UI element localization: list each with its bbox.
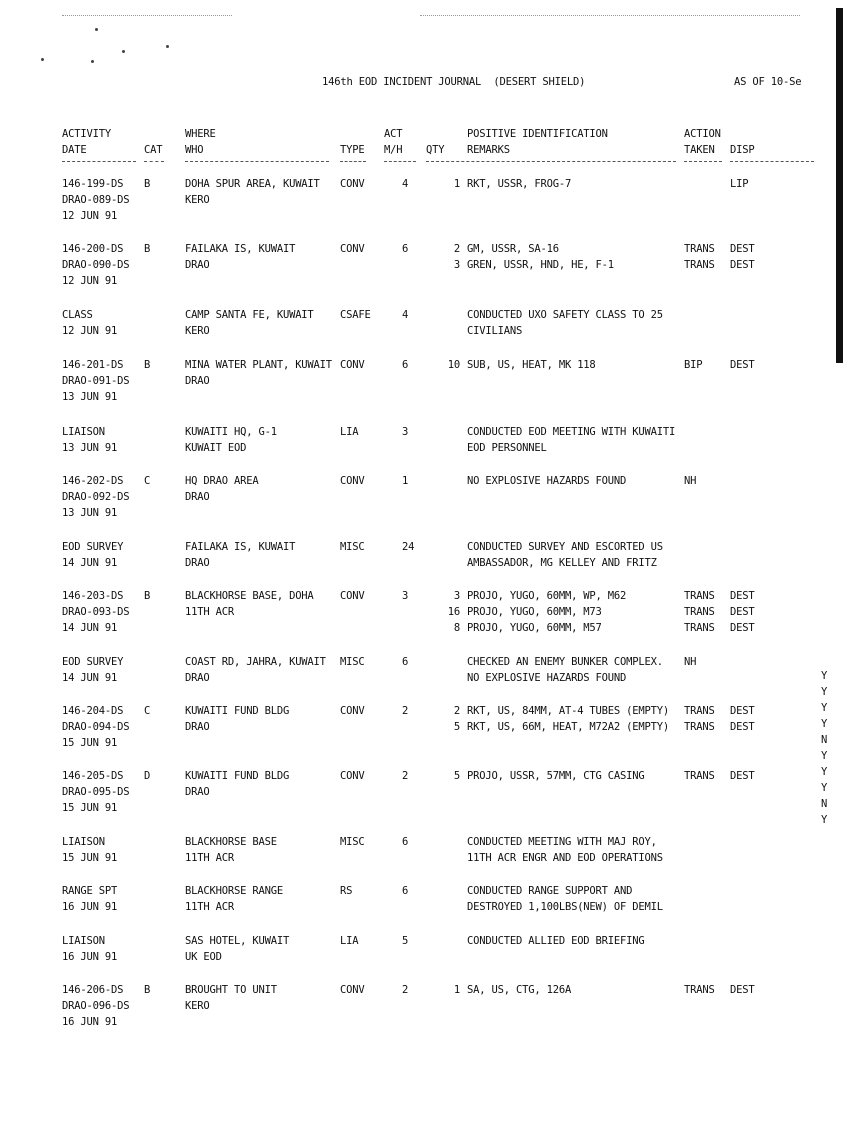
who-unit: DRAO <box>185 491 210 503</box>
activity-id: 146-200-DS <box>62 243 124 255</box>
header-rule <box>684 161 722 162</box>
who-unit: DRAO <box>185 259 210 271</box>
man-hours: 4 <box>402 178 409 190</box>
activity-line: 12 JUN 91 <box>62 325 118 337</box>
header-rule <box>62 161 136 162</box>
col-act-header: ACT <box>384 128 403 140</box>
col-mh-header: M/H <box>384 144 403 156</box>
where-location: CAMP SANTA FE, KUWAIT <box>185 309 314 321</box>
activity-id: CLASS <box>62 309 93 321</box>
col-taken-header: TAKEN <box>684 144 715 156</box>
activity-line: 16 JUN 91 <box>62 901 118 913</box>
header-rule <box>185 161 329 162</box>
action-taken: NH <box>684 656 697 668</box>
header-rule <box>730 161 814 162</box>
remark: GREN, USSR, HND, HE, F-1 <box>467 259 614 271</box>
remark: CONDUCTED MEETING WITH MAJ ROY, <box>467 836 657 848</box>
activity-line: 16 JUN 91 <box>62 951 118 963</box>
margin-mark: N <box>821 798 828 810</box>
remark: GM, USSR, SA-16 <box>467 243 559 255</box>
category: B <box>144 243 151 255</box>
activity-id: RANGE SPT <box>62 885 118 897</box>
activity-line: 16 JUN 91 <box>62 1016 118 1028</box>
man-hours: 6 <box>402 243 409 255</box>
remark: CONDUCTED SURVEY AND ESCORTED US <box>467 541 663 553</box>
man-hours: 2 <box>402 984 409 996</box>
quantity: 16 <box>447 606 460 618</box>
action-taken: TRANS <box>684 770 715 782</box>
incident-type: LIA <box>340 935 359 947</box>
remark: PROJO, USSR, 57MM, CTG CASING <box>467 770 645 782</box>
man-hours: 6 <box>402 359 409 371</box>
who-unit: KUWAIT EOD <box>185 442 247 454</box>
activity-id: 146-199-DS <box>62 178 124 190</box>
action-taken: BIP <box>684 359 703 371</box>
who-unit: DRAO <box>185 786 210 798</box>
activity-line: 13 JUN 91 <box>62 507 118 519</box>
quantity: 2 <box>453 243 460 255</box>
where-location: KUWAITI HQ, G-1 <box>185 426 277 438</box>
activity-id: 146-205-DS <box>62 770 124 782</box>
man-hours: 2 <box>402 705 409 717</box>
activity-line: DRAO-089-DS <box>62 194 130 206</box>
disposition: DEST <box>730 770 755 782</box>
action-taken: TRANS <box>684 606 715 618</box>
quantity: 1 <box>453 984 460 996</box>
who-unit: 11TH ACR <box>185 901 234 913</box>
activity-line: DRAO-094-DS <box>62 721 130 733</box>
disposition: DEST <box>730 606 755 618</box>
activity-id: LIAISON <box>62 935 105 947</box>
scan-noise-line <box>62 15 232 16</box>
header-rule <box>384 161 416 162</box>
scan-speck <box>95 28 98 31</box>
remark: EOD PERSONNEL <box>467 442 547 454</box>
col-action-header: ACTION <box>684 128 721 140</box>
who-unit: DRAO <box>185 557 210 569</box>
disposition: DEST <box>730 590 755 602</box>
where-location: FAILAKA IS, KUWAIT <box>185 243 296 255</box>
incident-type: RS <box>340 885 353 897</box>
where-location: MINA WATER PLANT, KUWAIT <box>185 359 332 371</box>
where-location: HQ DRAO AREA <box>185 475 259 487</box>
category: B <box>144 984 151 996</box>
disposition: DEST <box>730 243 755 255</box>
where-location: BLACKHORSE BASE <box>185 836 277 848</box>
category: D <box>144 770 151 782</box>
category: B <box>144 178 151 190</box>
journal-title: 146th EOD INCIDENT JOURNAL (DESERT SHIELD) <box>322 76 586 88</box>
man-hours: 5 <box>402 935 409 947</box>
incident-type: CONV <box>340 475 365 487</box>
remark: PROJO, YUGO, 60MM, M57 <box>467 622 602 634</box>
man-hours: 3 <box>402 590 409 602</box>
action-taken: TRANS <box>684 705 715 717</box>
who-unit: KERO <box>185 194 210 206</box>
where-location: DOHA SPUR AREA, KUWAIT <box>185 178 320 190</box>
disposition: DEST <box>730 622 755 634</box>
remark: CONDUCTED UXO SAFETY CLASS TO 25 <box>467 309 663 321</box>
man-hours: 24 <box>402 541 415 553</box>
col-disp-header: DISP <box>730 144 755 156</box>
quantity: 10 <box>447 359 460 371</box>
quantity: 3 <box>453 590 460 602</box>
activity-id: 146-201-DS <box>62 359 124 371</box>
activity-line: DRAO-092-DS <box>62 491 130 503</box>
action-taken: TRANS <box>684 721 715 733</box>
col-type-header: TYPE <box>340 144 365 156</box>
col-who-header: WHO <box>185 144 204 156</box>
where-location: KUWAITI FUND BLDG <box>185 705 290 717</box>
category: B <box>144 359 151 371</box>
scan-speck <box>91 60 94 63</box>
remark: NO EXPLOSIVE HAZARDS FOUND <box>467 672 627 684</box>
remark: DESTROYED 1,100LBS(NEW) OF DEMIL <box>467 901 663 913</box>
incident-type: CONV <box>340 770 365 782</box>
where-location: FAILAKA IS, KUWAIT <box>185 541 296 553</box>
activity-line: DRAO-091-DS <box>62 375 130 387</box>
activity-id: 146-204-DS <box>62 705 124 717</box>
incident-type: CONV <box>340 359 365 371</box>
col-cat-header: CAT <box>144 144 163 156</box>
col-remarks-header: REMARKS <box>467 144 510 156</box>
incident-type: MISC <box>340 541 365 553</box>
remark: SA, US, CTG, 126A <box>467 984 572 996</box>
who-unit: DRAO <box>185 672 210 684</box>
activity-id: 146-202-DS <box>62 475 124 487</box>
col-where-header: WHERE <box>185 128 216 140</box>
margin-mark: Y <box>821 766 828 778</box>
remark: CIVILIANS <box>467 325 523 337</box>
where-location: SAS HOTEL, KUWAIT <box>185 935 290 947</box>
col-positive-id-header: POSITIVE IDENTIFICATION <box>467 128 608 140</box>
where-location: BROUGHT TO UNIT <box>185 984 277 996</box>
scan-speck <box>122 50 125 53</box>
activity-line: DRAO-090-DS <box>62 259 130 271</box>
activity-line: 12 JUN 91 <box>62 210 118 222</box>
who-unit: KERO <box>185 1000 210 1012</box>
incident-type: CONV <box>340 705 365 717</box>
remark: SUB, US, HEAT, MK 118 <box>467 359 596 371</box>
activity-line: 13 JUN 91 <box>62 442 118 454</box>
quantity: 5 <box>453 721 460 733</box>
quantity: 3 <box>453 259 460 271</box>
col-activity-header: ACTIVITY <box>62 128 111 140</box>
activity-line: 15 JUN 91 <box>62 737 118 749</box>
remark: CONDUCTED ALLIED EOD BRIEFING <box>467 935 645 947</box>
activity-line: DRAO-093-DS <box>62 606 130 618</box>
margin-mark: Y <box>821 782 828 794</box>
remark: 11TH ACR ENGR AND EOD OPERATIONS <box>467 852 663 864</box>
man-hours: 6 <box>402 836 409 848</box>
where-location: KUWAITI FUND BLDG <box>185 770 290 782</box>
remark: AMBASSADOR, MG KELLEY AND FRITZ <box>467 557 657 569</box>
who-unit: 11TH ACR <box>185 852 234 864</box>
activity-line: 15 JUN 91 <box>62 852 118 864</box>
man-hours: 3 <box>402 426 409 438</box>
activity-id: EOD SURVEY <box>62 656 124 668</box>
activity-line: DRAO-096-DS <box>62 1000 130 1012</box>
incident-type: CONV <box>340 243 365 255</box>
activity-line: 13 JUN 91 <box>62 391 118 403</box>
header-rule <box>340 161 366 162</box>
margin-mark: Y <box>821 718 828 730</box>
man-hours: 2 <box>402 770 409 782</box>
as-of-date: AS OF 10-Se <box>734 76 802 88</box>
quantity: 5 <box>453 770 460 782</box>
disposition: DEST <box>730 259 755 271</box>
remark: RKT, US, 84MM, AT-4 TUBES (EMPTY) <box>467 705 670 717</box>
category: C <box>144 475 151 487</box>
incident-type: MISC <box>340 836 365 848</box>
activity-line: 14 JUN 91 <box>62 672 118 684</box>
scan-edge-bar <box>836 8 843 363</box>
margin-mark: Y <box>821 702 828 714</box>
incident-type: MISC <box>340 656 365 668</box>
category: B <box>144 590 151 602</box>
who-unit: UK EOD <box>185 951 222 963</box>
scan-noise-line <box>420 15 800 16</box>
header-rule <box>144 161 164 162</box>
disposition: DEST <box>730 705 755 717</box>
category: C <box>144 705 151 717</box>
disposition: DEST <box>730 984 755 996</box>
remark: CONDUCTED RANGE SUPPORT AND <box>467 885 633 897</box>
incident-type: CONV <box>340 590 365 602</box>
disposition: DEST <box>730 721 755 733</box>
action-taken: TRANS <box>684 622 715 634</box>
header-rule <box>426 161 676 162</box>
remark: CONDUCTED EOD MEETING WITH KUWAITI <box>467 426 676 438</box>
incident-type: CSAFE <box>340 309 371 321</box>
man-hours: 6 <box>402 656 409 668</box>
who-unit: 11TH ACR <box>185 606 234 618</box>
activity-id: EOD SURVEY <box>62 541 124 553</box>
scan-speck <box>166 45 169 48</box>
col-qty-header: QTY <box>426 144 445 156</box>
action-taken: TRANS <box>684 259 715 271</box>
activity-id: LIAISON <box>62 836 105 848</box>
action-taken: TRANS <box>684 590 715 602</box>
activity-line: 14 JUN 91 <box>62 622 118 634</box>
quantity: 1 <box>453 178 460 190</box>
incident-type: CONV <box>340 984 365 996</box>
where-location: BLACKHORSE RANGE <box>185 885 283 897</box>
disposition: LIP <box>730 178 749 190</box>
remark: RKT, US, 66M, HEAT, M72A2 (EMPTY) <box>467 721 670 733</box>
action-taken: TRANS <box>684 243 715 255</box>
quantity: 2 <box>453 705 460 717</box>
remark: PROJO, YUGO, 60MM, WP, M62 <box>467 590 627 602</box>
where-location: BLACKHORSE BASE, DOHA <box>185 590 314 602</box>
activity-id: LIAISON <box>62 426 105 438</box>
man-hours: 6 <box>402 885 409 897</box>
activity-line: 14 JUN 91 <box>62 557 118 569</box>
incident-type: CONV <box>340 178 365 190</box>
remark: RKT, USSR, FROG-7 <box>467 178 572 190</box>
remark: CHECKED AN ENEMY BUNKER COMPLEX. <box>467 656 663 668</box>
action-taken: TRANS <box>684 984 715 996</box>
man-hours: 1 <box>402 475 409 487</box>
margin-mark: N <box>821 734 828 746</box>
disposition: DEST <box>730 359 755 371</box>
margin-mark: Y <box>821 814 828 826</box>
who-unit: DRAO <box>185 721 210 733</box>
activity-id: 146-203-DS <box>62 590 124 602</box>
who-unit: DRAO <box>185 375 210 387</box>
activity-line: 12 JUN 91 <box>62 275 118 287</box>
remark: NO EXPLOSIVE HAZARDS FOUND <box>467 475 627 487</box>
incident-type: LIA <box>340 426 359 438</box>
activity-line: DRAO-095-DS <box>62 786 130 798</box>
activity-id: 146-206-DS <box>62 984 124 996</box>
col-date-header: DATE <box>62 144 87 156</box>
margin-mark: Y <box>821 670 828 682</box>
remark: PROJO, YUGO, 60MM, M73 <box>467 606 602 618</box>
quantity: 8 <box>453 622 460 634</box>
action-taken: NH <box>684 475 697 487</box>
margin-mark: Y <box>821 750 828 762</box>
man-hours: 4 <box>402 309 409 321</box>
who-unit: KERO <box>185 325 210 337</box>
where-location: COAST RD, JAHRA, KUWAIT <box>185 656 326 668</box>
activity-line: 15 JUN 91 <box>62 802 118 814</box>
scan-speck <box>41 58 44 61</box>
margin-mark: Y <box>821 686 828 698</box>
